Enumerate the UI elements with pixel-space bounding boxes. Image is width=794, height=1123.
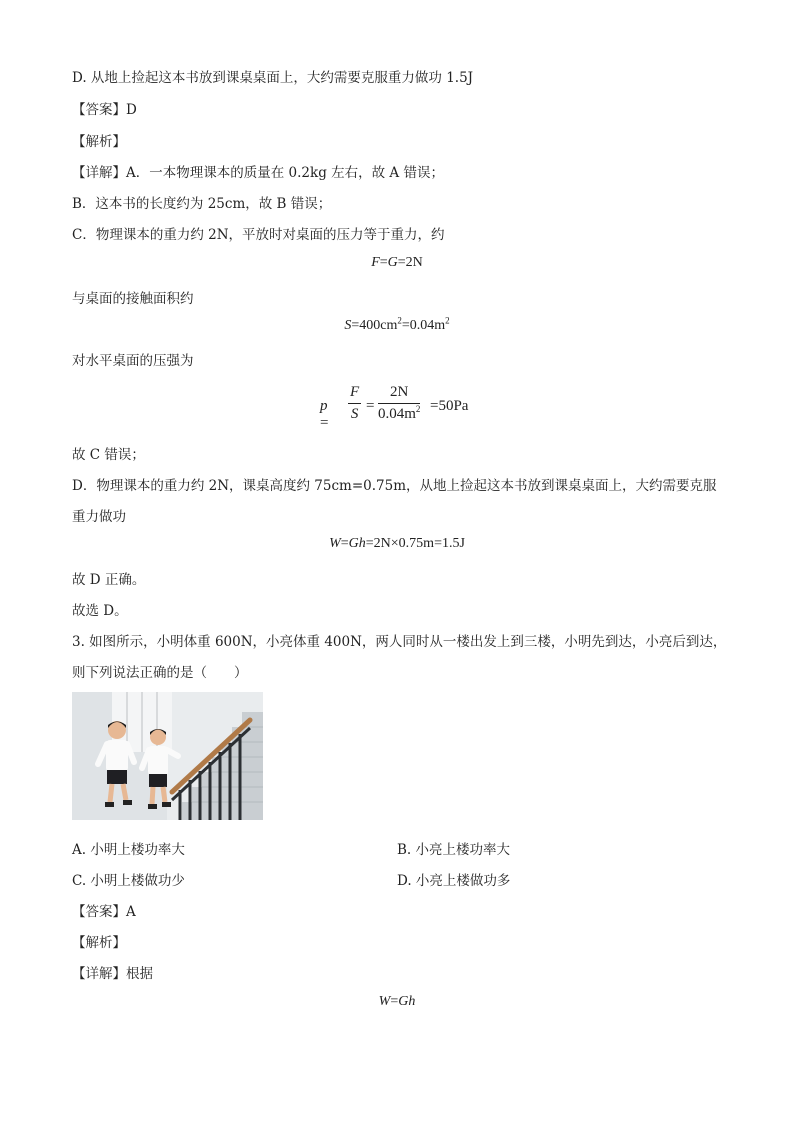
eq-symbol: F [371,255,380,270]
text-line: 故 D 正确。 [72,572,146,588]
answer-label: 【答案】A [72,904,136,920]
option-d: D. 小亮上楼做功多 [397,873,511,889]
analysis-label: 【解析】 [72,134,126,150]
text-line: 故选 D。 [72,603,128,619]
answer-label: 【答案】D [72,102,137,118]
eq-sup: 2 [415,404,421,414]
eq-sign: = [320,415,329,431]
eq-symbol: G [387,255,398,270]
text-line: 与桌面的接触面积约 [72,291,194,307]
eq-symbol: G [348,536,359,551]
fraction-F-over-S [348,384,361,423]
text-line: C．物理课本的重力约 2N，平放时对桌面的压力等于重力，约 [72,227,445,243]
equation-work [0,536,794,552]
question-text: 则下列说法正确的是（ ） [72,665,248,681]
eq-text: =2N×0.75m=1.5J [365,536,465,551]
option-b: B. 小亮上楼功率大 [397,842,511,858]
text-line: 【详解】A．一本物理课本的质量在 0.2kg 左右，故 A 错误； [72,165,444,181]
eq-symbol: W [378,994,391,1009]
fraction-value [378,384,420,423]
eq-result: =50Pa [430,398,469,414]
eq-symbol: h [358,536,366,551]
eq-sign: = [366,398,375,414]
text-line: D．物理课本的重力约 2N，课桌高度约 75cm=0.75m，从地上捡起这本书放到课桌桌面上，大约需要克服 [72,478,717,494]
eq-symbol: S [350,406,359,422]
text-line: D. 从地上捡起这本书放到课桌桌面上，大约需要克服重力做功 1.5J [72,70,474,86]
option-c: C. 小明上楼做功少 [72,873,185,889]
eq-numerator: 2N [378,384,420,404]
eq-symbol: W [329,536,341,551]
question-text: 3. 如图所示，小明体重 600N，小亮体重 400N，两人同时从一楼出发上到三楼，小明先到达，小亮后到达， [72,634,727,650]
eq-sup: 2 [397,315,402,326]
eq-text: =400cm [351,318,398,333]
equation-area [0,315,794,334]
eq-sign: = [379,255,388,270]
eq-sup: 2 [445,315,450,326]
option-a: A. 小明上楼功率大 [72,842,185,858]
eq-symbol: h [408,994,416,1009]
text-line: 故 C 错误； [72,447,145,463]
text-line: 对水平桌面的压强为 [72,353,194,369]
eq-sign: = [390,994,399,1009]
eq-lhs [320,398,328,432]
text-line: 重力做功 [72,509,126,525]
eq-symbol: F [350,384,360,400]
eq-sign: = [340,536,349,551]
stairs-photo [72,692,263,820]
equation-work-formula [0,994,794,1010]
eq-symbol: G [398,994,409,1009]
eq-symbol: S [344,318,352,333]
eq-text: =2N [397,255,423,270]
analysis-label: 【解析】 [72,935,126,951]
equation-force [0,255,794,271]
eq-symbol: p [320,398,328,414]
text-line: B．这本书的长度约为 25cm，故 B 错误； [72,196,332,212]
eq-text: =0.04m [401,318,446,333]
text-line: 【详解】根据 [72,966,153,982]
eq-denominator: 0.04m [378,406,416,422]
